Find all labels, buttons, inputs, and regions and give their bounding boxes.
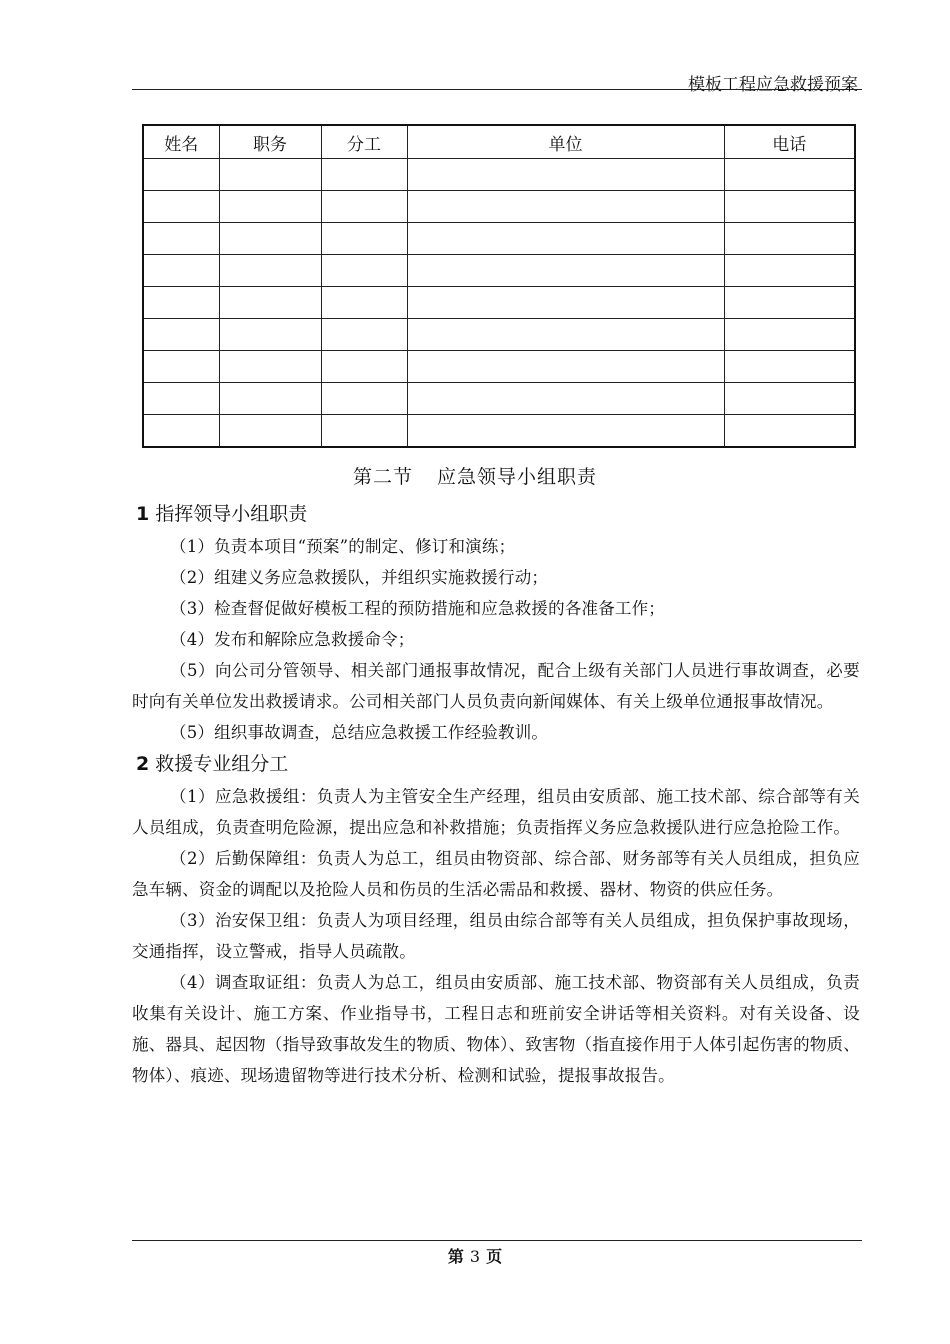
page-header-title: 模板工程应急救援预案 <box>688 75 858 95</box>
table-cell <box>407 319 724 351</box>
column-header-name: 姓名 <box>143 125 219 159</box>
table-cell <box>143 287 219 319</box>
table-row <box>143 287 855 319</box>
table-cell <box>407 383 724 415</box>
table-row <box>143 319 855 351</box>
part1-heading <box>136 499 860 529</box>
footer-rule <box>132 1240 862 1241</box>
part2-number: 2 <box>136 753 150 775</box>
column-header-phone: 电话 <box>724 125 855 159</box>
part2-item: （2）后勤保障组：负责人为总工，组员由物资部、综合部、财务部等有关人员组成，担负应急车辆、资金的调配以及抢险人员和伤员的生活必需品和救援、器材、物资的供应任务。 <box>132 849 860 899</box>
table-cell <box>321 159 407 191</box>
table-row <box>143 159 855 191</box>
table-cell <box>321 223 407 255</box>
page-suffix: 页 <box>486 1247 503 1266</box>
table-cell <box>321 351 407 383</box>
staff-table <box>142 124 856 448</box>
table-cell <box>219 383 321 415</box>
table-cell <box>219 255 321 287</box>
part2-title: 救援专业组分工 <box>155 753 289 775</box>
table-cell <box>407 159 724 191</box>
part1-item: （4）发布和解除应急救援命令； <box>170 630 415 649</box>
table-cell <box>321 255 407 287</box>
table-cell <box>321 319 407 351</box>
part2-heading <box>136 749 860 779</box>
table-row <box>143 191 855 223</box>
table-cell <box>407 223 724 255</box>
table-cell <box>321 191 407 223</box>
table-cell <box>143 351 219 383</box>
section-title <box>0 462 950 489</box>
header-rule <box>132 89 862 90</box>
table-cell <box>407 255 724 287</box>
column-header-position: 职务 <box>219 125 321 159</box>
column-header-unit: 单位 <box>407 125 724 159</box>
page-number <box>0 1244 950 1267</box>
part1-title: 指挥领导小组职责 <box>155 503 308 525</box>
table-row <box>143 223 855 255</box>
table-cell <box>219 159 321 191</box>
table-cell <box>219 223 321 255</box>
table-cell <box>219 415 321 448</box>
part1-item: （5）向公司分管领导、相关部门通报事故情况，配合上级有关部门人员进行事故调查，必要时向有关单位发出救援请求。公司相关部门人员负责向新闻媒体、有关上级单位通报事故情况。 <box>132 661 860 711</box>
table-cell <box>219 351 321 383</box>
table-cell <box>724 319 855 351</box>
table-cell <box>724 255 855 287</box>
table-cell <box>407 191 724 223</box>
page-number-value: 3 <box>469 1247 481 1266</box>
table-cell <box>143 159 219 191</box>
table-cell <box>724 287 855 319</box>
section-number: 第二节 <box>352 466 413 488</box>
part1-item: （1）负责本项目“预案”的制定、修订和演练； <box>170 537 516 556</box>
table-cell <box>724 191 855 223</box>
table-cell <box>724 223 855 255</box>
table-cell <box>724 415 855 448</box>
table-cell <box>143 319 219 351</box>
table-row <box>143 415 855 448</box>
table-cell <box>407 351 724 383</box>
table-header-row <box>143 125 855 159</box>
table-cell <box>219 287 321 319</box>
section-heading: 应急领导小组职责 <box>437 466 598 488</box>
table-cell <box>321 287 407 319</box>
table-cell <box>724 383 855 415</box>
table-cell <box>219 191 321 223</box>
part2-item: （3）治安保卫组：负责人为项目经理，组员由综合部等有关人员组成，担负保护事故现场，交通指挥，设立警戒，指导人员疏散。 <box>132 911 860 961</box>
table-cell <box>321 383 407 415</box>
table-cell <box>143 383 219 415</box>
part2-item: （4）调查取证组：负责人为总工，组员由安质部、施工技术部、物资部有关人员组成，负责收集有关设计、施工方案、作业指导书，工程日志和班前安全讲话等相关资料。对有关设备、设施、器具、起因物（指导致事故发生的物质、物体）、致害物（指直接作用于人体引起伤害的物质、物体）、痕迹、现场遗留物等进行技术分析、检测和试验，提报事故报告。 <box>132 973 860 1085</box>
table-cell <box>219 319 321 351</box>
part1-item: （3）检查督促做好模板工程的预防措施和应急救援的各准备工作； <box>170 599 665 618</box>
table-cell <box>407 415 724 448</box>
part2-item: （1）应急救援组：负责人为主管安全生产经理，组员由安质部、施工技术部、综合部等有关人员组成，负责查明危险源，提出应急和补救措施；负责指挥义务应急救援队进行应急抢险工作。 <box>132 787 860 837</box>
table-body <box>143 159 855 448</box>
table-cell <box>143 255 219 287</box>
table-cell <box>724 159 855 191</box>
table-cell <box>407 287 724 319</box>
table-cell <box>143 191 219 223</box>
table-cell <box>143 223 219 255</box>
table-row <box>143 351 855 383</box>
table-row <box>143 383 855 415</box>
column-header-role: 分工 <box>321 125 407 159</box>
content-body <box>132 499 860 1091</box>
part1-item: （2）组建义务应急救援队，并组织实施救援行动； <box>170 568 549 587</box>
table-cell <box>724 351 855 383</box>
page-prefix: 第 <box>447 1247 464 1266</box>
part1-number: 1 <box>136 503 150 525</box>
table-cell <box>143 415 219 448</box>
table-row <box>143 255 855 287</box>
part1-item: （5）组织事故调查，总结应急救援工作经验教训。 <box>170 723 549 742</box>
table-cell <box>321 415 407 448</box>
